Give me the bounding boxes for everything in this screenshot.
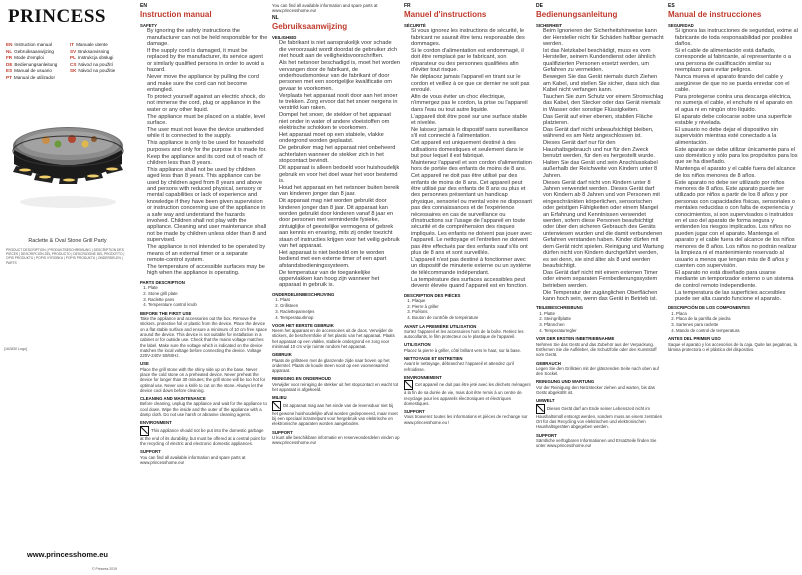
section-title: VEILIGHEID: [272, 35, 297, 41]
safety-item: • Het apparaat is niet bedoeld om te worden bediend met een externe timer of een apart afstandsbedieningssysteem.: [279, 250, 400, 269]
language-item[interactable]: DE Bedienungsanleitung: [6, 61, 58, 67]
paragraph: Placez la pierre à griller, côté brillant vers le haut, sur la base.: [404, 347, 522, 353]
safety-item: • Die Temperatur der zugänglichen Oberflächen kann hoch sein, wenn das Gerät in Betrieb ist.: [543, 290, 664, 303]
language-item[interactable]: EN Instruction manual: [6, 42, 52, 47]
part-item: 1. Placa: [676, 311, 798, 316]
safety-item: • Das Gerät darf nicht mit einem externen Timer oder einem separaten Fernbedienungssystem betrieben werden.: [543, 270, 664, 289]
part-item: 1. Plate: [148, 285, 268, 290]
safety-item: • Si el cable de alimentación está dañado, corresponde al fabricante, al representante o a una persona de cualificación similar su reemplazo para evitar peligros.: [675, 48, 798, 74]
safety-item: • The user must not leave the device unattended while it is connected to the supply.: [147, 127, 268, 140]
section-title: SÉCURITÉ: [404, 23, 426, 28]
safety-item: • This appliance is only to be used for household purposes and only for the purpose it is made for.: [147, 140, 268, 153]
section-title: MILIEU: [272, 395, 287, 401]
paragraph: You can find all available information and spare parts at www.princesshome.eu!: [140, 454, 246, 465]
safety-item: • El aparato debe colocarse sobre una superficie estable y nivelada.: [675, 114, 798, 127]
safety-item: • Als het netsnoer beschadigd is, moet het worden vervangen door de fabrikant, de onderhoudsmonteur van de fabrikant of door personen met een soortgelijke kwalificatie om gevaar te voorkomen.: [279, 60, 400, 92]
safety-list: [404, 28, 532, 289]
section-title: USE: [140, 361, 149, 367]
part-item: 3. Poêlons: [412, 309, 532, 314]
language-item[interactable]: ES Manual de usuario: [6, 68, 52, 74]
manual-column-es: [668, 3, 798, 571]
section-title: ANTES DEL PRIMER USO: [668, 336, 721, 342]
safety-item: • Verplaats het apparaat nooit door aan het snoer te trekken. Zorg ervoor dat het snoer nergens in verstrikt kan raken.: [279, 93, 400, 112]
section-title: GEBRUIK: [272, 352, 292, 358]
safety-item: • Dit apparaat mag niet worden gebruikt door kinderen jonger dan 8 jaar. Dit apparaat kan worden gebruikt door kinderen vanaf 8 jaar en door personen met verminderde fysieke, zintuiglijke of geestelijke vermogens of gebrek aan kennis en ervaring, mits zij onder toezicht staan of instructies krijgen voor het veilig gebruik van het apparaat.: [279, 198, 400, 249]
section-title: TEILEBESCHREIBUNG: [536, 305, 584, 311]
section-title: NETTOYAGE ET ENTRETIEN: [404, 356, 463, 362]
manual-heading: Bedienungsanleitung: [536, 10, 618, 19]
language-code: ES: [668, 3, 675, 9]
manual-column-en: [140, 3, 268, 571]
paragraph: Vous trouverez toutes les informations et pièces de rechange sur www.princesshome.eu !: [404, 414, 528, 425]
language-item[interactable]: IT Manuale utente: [70, 42, 108, 47]
safety-item: • El usuario no debe dejar el dispositivo sin supervisión mientras esté conectado a la alimentación.: [675, 127, 798, 146]
safety-item: • Beim Ignorieren der Sicherheitshinweise kann der Hersteller nicht für Schäden haftbar gemacht werden.: [543, 28, 664, 47]
parts-list: [140, 285, 268, 308]
section-title: SUPPORT: [272, 429, 293, 435]
recycle-bin-icon: [272, 401, 281, 411]
part-item: 2. Grillsteen: [280, 303, 400, 308]
paragraph: Sortez l'appareil et les accessoires hors de la boîte. Retirez les autocollants, le film protecteur ou le plastique de l'appareil.: [404, 328, 524, 340]
paragraph: Place the grill stone with the shiny side up on the base. Never place the cold stone on a preheated device. Never preheat the device for longer than 30 minutes; the grill stone will be too hot for optimal use. Never use a knife to cut on the stone. Always let the device cool down before cleaning.: [140, 366, 266, 393]
paragraph: Nehmen Sie das Gerät und das Zubehör aus der Verpackung. Entfernen Sie die Aufkleber, die Schutzfolie oder den Kunststoff vom Gerät.: [536, 341, 657, 358]
language-list: [6, 42, 134, 82]
part-item: 3. Raclette pans: [148, 297, 268, 302]
safety-item: • Ne déplacez jamais l'appareil en tirant sur le cordon et veillez à ce que ce dernier ne soit pas enroulé.: [411, 74, 532, 93]
safety-item: • Si le cordon d'alimentation est endommagé, il doit être remplacé par le fabricant, son réparateur ou des personnes qualifiées afin d'éviter tout risque.: [411, 48, 532, 74]
parts-list: [536, 311, 664, 334]
safety-item: • L'appareil n'est pas destiné à fonctionner avec un dispositif de minuterie externe ou un système de télécommande indépendant.: [411, 257, 532, 276]
safety-list: [668, 28, 798, 302]
paragraph: Before cleaning, unplug the appliance and wait for the appliance to cool down. Wipe the inside and the outer of the appliance with a damp cloth. Do not use harsh or abrasive cleaning agents.: [140, 401, 267, 418]
paragraph: Verwijder voor reiniging de stekker uit het stopcontact en wacht tot het apparaat is afgekoeld.: [272, 381, 399, 393]
manual-heading: Manual de instrucciones: [668, 10, 762, 19]
safety-item: • Keep the appliance and its cord out of reach of children less than 8 years.: [147, 154, 268, 167]
section-title: UMWELT: [536, 398, 555, 404]
safety-list: [536, 28, 664, 302]
part-item: 4. Mando de control de temperatura: [676, 328, 798, 333]
safety-item: • Dit apparaat is alleen bedoeld voor huishoudelijk gebruik en voor het doel waar het voor bestemd is.: [279, 165, 400, 184]
part-item: 2. Pierre à griller: [412, 304, 532, 309]
copyright-date: © Princess 2019: [92, 567, 117, 571]
safety-list: [140, 28, 268, 276]
part-item: 4. Temperatuurknop: [280, 315, 400, 320]
part-item: 4. Bouton de contrôle de température: [412, 315, 532, 320]
safety-item: • Dompel het snoer, de stekker of het apparaat niet onder in water of andere vloeistoffen om elektrische schokken te voorkomen.: [279, 112, 400, 131]
part-item: 1. Plaque: [412, 298, 532, 303]
safety-item: • Halten Sie das Gerät und sein Anschlusskabel außerhalb der Reichweite von Kindern unter 8 Jahren.: [543, 160, 664, 179]
section-title: UTILISATION: [404, 342, 431, 348]
section-title: SAFETY: [140, 23, 157, 28]
recycle-bin-icon: [140, 426, 149, 436]
safety-item: • Mantenga el aparato y el cable fuera del alcance de los niños menores de 8 años.: [675, 166, 798, 179]
safety-item: • Dieses Gerät darf nur für den Haushaltsgebrauch und nur für den Zweck benutzt werden, für den es hergestellt wurde.: [543, 140, 664, 159]
paragraph: Saque el aparato y los accesorios de la caja. Quite las pegatinas, la lámina protectora o el plástico del dispositivo.: [668, 341, 797, 352]
part-item: 2. Placa de la parrilla de piedra: [676, 316, 798, 321]
parts-list: [272, 297, 400, 320]
paragraph: Dieses Gerät darf am Ende seiner Lebenszeit nicht im Haushaltsmüll entsorgt werden, sondern muss an einem zentralen Ort für das Recycling von elektrischen und elektronischen Haushaltsgeräten abgegeben werden.: [536, 404, 664, 430]
section-title: ONDERDELENBESCHRIJVING: [272, 291, 335, 297]
section-title: DESCRIPTION DES PIÈCES: [404, 292, 461, 298]
paragraph: You can find all available information and spare parts at www.princesshome.eu!: [272, 3, 378, 14]
cover-column: [0, 0, 135, 575]
safety-item: • Para protegerse contra una descarga eléctrica, no sumerja el cable, el enchufe ni el aparato en el agua ni en ningún otro líquido.: [675, 94, 798, 113]
brand-logo: PRINCESS: [8, 6, 106, 27]
part-item: 3. Sartenes para raclette: [676, 322, 798, 327]
part-item: 4. Temperature control knob: [148, 302, 268, 307]
safety-item: • De gebruiker mag het apparaat niet onbeheerd achterlaten wanneer de stekker zich in het stopcontact bevindt.: [279, 145, 400, 164]
language-item[interactable]: SV Bruksanvisning: [70, 48, 110, 54]
section-title: PARTS DESCRIPTION: [140, 279, 185, 285]
paragraph: Sämtliche verfügbaren Informationen und Ersatzteile finden Sie unter www.princesshome.eu!: [536, 437, 657, 449]
safety-list: [272, 40, 400, 288]
section-title: ENVIRONMENT: [140, 420, 172, 426]
website-link[interactable]: www.princesshome.eu: [27, 550, 108, 559]
language-item[interactable]: PL Instrukcja obsługi: [70, 55, 114, 61]
safety-item: • L'appareil doit être posé sur une surface stable et nivelée.: [411, 114, 532, 127]
safety-item: • De temperatuur van de toegankelijke oppervlakken kan hoog zijn wanneer het apparaat in gebruik is.: [279, 270, 400, 289]
section-title: BEFORE THE FIRST USE: [140, 310, 192, 316]
safety-item: • Si vous ignorez les instructions de sécurité, le fabricant ne saurait être tenu responsable des dommages.: [411, 28, 532, 47]
safety-item: • Este aparato no debe ser utilizado por niños menores de 8 años. Este aparato puede ser utilizado por niños a partir de los 8 años y por personas con capacidades físicas, sensoriales o mentales reducidas o con falta de experiencia y conocimientos, si son supervisados o instruidos en el uso del aparato de forma segura y entienden los riesgos implicados. Los niños no pueden jugar con el aparato. Mantenga el aparato y el cable fuera del alcance de los niños menores de 8 años. Los niños no podrán realizar la limpieza ni el mantenimiento reservado al usuario a menos que tengan más de 8 años y cuenten con supervisión.: [675, 180, 798, 270]
paragraph: Plaats de grillsteen met de glanzende zijde naar boven op het onderstel. Plaats de koude steen nooit op een voorverwarmd apparaat.: [272, 357, 390, 374]
safety-item: • La température des surfaces accessibles peut devenir élevée quand l'appareil est en fonction.: [411, 277, 532, 290]
language-code: FR: [404, 3, 411, 9]
section-title: ENVIRONNEMENT: [404, 374, 442, 380]
section-title: SUPPORT: [140, 449, 161, 455]
product-photo: [6, 102, 130, 232]
section-title: REINIGUNG UND WARTUNG: [536, 379, 595, 385]
paragraph: Cet appareil ne doit pas être jeté avec les déchets ménagers à la fin de sa durée de vie, mais doit être remis à un centre de recyclage pour les appareils électroniques et électriques domestiques.: [404, 380, 532, 406]
safety-item: • Cet appareil est uniquement destiné à des utilisations domestiques et seulement dans le but pour lequel il est fabriqué.: [411, 140, 532, 159]
language-code: DE: [536, 3, 543, 9]
safety-item: • If the supply cord is damaged, it must be replaced by the manufacturer, its service agent or similarly qualified persons in order to avoid a hazard.: [147, 48, 268, 74]
paragraph: Neem het apparaat en de accessoires uit de doos. Verwijder de stickers, de beschermfolie of het plastic van het apparaat. Plaats het apparaat op een vlakke, stabiele ondergrond en zorg voor minimaal 10 cm vrije ruimte rondom het apparaat.: [272, 328, 395, 349]
safety-item: • Tauchen Sie zum Schutz vor einem Stromschlag das Kabel, den Stecker oder das Gerät niemals in Wasser oder sonstige Flüssigkeiten.: [543, 94, 664, 113]
safety-item: • Houd het apparaat en het netsnoer buiten bereik van kinderen jonger dan 8 jaar.: [279, 185, 400, 198]
safety-item: • Afin de vous éviter un choc électrique, n'immergez pas le cordon, la prise ou l'appareil dans l'eau ou tout autre liquide.: [411, 94, 532, 113]
safety-item: • La temperatura de las superficies accesibles puede ser alta cuando funcione el aparato.: [675, 290, 798, 303]
safety-item: • Ist das Netzkabel beschädigt, muss es vom Hersteller, seinem Kundendienst oder ähnlich qualifizierten Personen ersetzt werden, um Gefahren zu vermeiden.: [543, 48, 664, 74]
type-reference: PRODUCT DESCRIPTION | PRODUKTBESCHREIBUNG | DESCRIPTION DES PIÈCES | DESCRIPCIÓN DEL PRODUCTO | DESCRIZIONE DEL PRODOTTO | OPIS PRODUKTU | POPIS VÝROBKU | POPIS PRODUKTU | ONDERDELEN | PARTS: [6, 248, 125, 265]
paragraph: Take the appliance and accessories out the box. Remove the stickers, protective foil or plastic from the device. Place the device on a flat stable surface and ensure a minimum of 10 cm free space around the device. This device is not suitable for installation in a cabinet or for outside use. Check that the mains voltage matches the label. Make sure the voltage which is indicated on the device matches the local voltage before connecting the device. Voltage 220V-240V 50/60Hz.: [140, 316, 268, 359]
section-title: SEGURIDAD: [668, 23, 694, 28]
safety-item: • Nunca mueva el aparato tirando del cable y asegúrese de que no se pueda enredar con el cable.: [675, 74, 798, 93]
safety-item: • Maintenez l'appareil et son cordon d'alimentation hors de portée des enfants de moins de 8 ans.: [411, 160, 532, 173]
recycle-bin-icon: [404, 380, 413, 390]
paragraph: Vor der Reinigung den Netzstecker ziehen und warten, bis das Gerät abgekühlt ist.: [536, 384, 655, 396]
safety-item: • Das Gerät darf nicht unbeaufsichtigt bleiben, während es am Netz angeschlossen ist.: [543, 127, 664, 140]
section-title: CLEANING AND MAINTENANCE: [140, 396, 206, 402]
safety-item: • This appliance shall not be used by children aged less than 8 years. This appliance can be used by children aged from 8 years and above and persons with reduced physical, sensory or mental capabilities or lack of experience and knowledge if they have been given supervision or instruction concerning use of the appliance in a safe way and understand the hazards involved. Children shall not play with the appliance. Cleaning and user maintenance shall not be made by children unless older than 8 and supervised.: [147, 167, 268, 244]
safety-item: • El aparato no está diseñado para usarse mediante un temporizador externo o un sistema de control remoto independiente.: [675, 270, 798, 289]
side-reference: [162830 Logo]: [4, 347, 27, 351]
language-item[interactable]: PT Manual de utilizador: [6, 74, 55, 80]
paragraph: This appliance should not be put into the domestic garbage at the end of its durability, but must be offered at a central point for the recycling of electric and electronic domestic appliances.: [140, 426, 268, 447]
part-item: 2. Steingrillplatte: [544, 316, 664, 321]
manual-column-fr: [404, 3, 532, 571]
language-item[interactable]: SK Návod na použitie: [70, 68, 116, 74]
parts-list: [404, 298, 532, 321]
safety-item: • Si ignora las instrucciones de seguridad, exime al fabricante de toda responsabilidad por posibles daños.: [675, 28, 798, 47]
manual-column-de: [536, 3, 664, 571]
section-title: DESCRIPCIÓN DE LOS COMPONENTES: [668, 305, 750, 311]
language-code: NL: [272, 15, 279, 22]
recycle-bin-icon: [536, 404, 545, 414]
language-item[interactable]: NL Gebruiksaanwijzing: [6, 48, 54, 54]
section-title: AVANT LA PREMIÈRE UTILISATION: [404, 323, 477, 329]
part-item: 1. Plaat: [280, 297, 400, 302]
section-title: SUPPORT: [536, 432, 557, 438]
part-item: 1. Platte: [544, 311, 664, 316]
product-title: Raclette & Oval Stone Grill Party: [28, 238, 107, 244]
section-title: VOOR HET EERSTE GEBRUIK: [272, 322, 334, 328]
safety-item: • Das Gerät auf einer ebenen, stabilen Fläche platzieren.: [543, 114, 664, 127]
language-item[interactable]: FR Mode d'emploi: [6, 55, 44, 61]
language-item[interactable]: [70, 75, 134, 82]
language-item[interactable]: CS Návod na použití: [70, 61, 113, 67]
safety-item: • Never move the appliance by pulling the cord and make sure the cord can not become entangled.: [147, 74, 268, 93]
safety-item: • By ignoring the safety instructions the manufacturer can not be held responsible for the damage.: [147, 28, 268, 47]
safety-item: • To protect yourself against an electric shock, do not immerse the cord, plug or appliance in the water or any other liquid.: [147, 94, 268, 113]
section-title: REINIGING EN ONDERHOUD: [272, 376, 331, 382]
safety-item: • The temperature of accessible surfaces may be high when the appliance is operating.: [147, 264, 268, 277]
section-title: SICHERHEIT: [536, 23, 563, 28]
paragraph: U kunt alle beschikbare informatie en reserveonderdelen vinden op www.princesshome.eu!: [272, 434, 400, 446]
part-item: 4. Temperaturregler: [544, 328, 664, 333]
part-item: 3. Raclettepannetjes: [280, 309, 400, 314]
safety-item: • The appliance must be placed on a stable, level surface.: [147, 114, 268, 127]
safety-item: • Cet appareil ne doit pas être utilisé par des enfants de moins de 8 ans. Cet appareil peut être utilisé par des enfants de 8 ans ou plus et des personnes présentant un handicap physique, sensoriel ou mental voire ne disposant pas des connaissances et de l'expérience nécessaires en cas de surveillance ou d'instructions sur l'usage de l'appareil en toute sécurité et de compréhension des risques impliqués. Les enfants ne doivent pas jouer avec l'appareil. Le nettoyage et l'entretien ne doivent pas être effectués par des enfants sauf s'ils ont plus de 8 ans et sont surveillés.: [411, 173, 532, 256]
safety-item: • The appliance is not intended to be operated by means of an external timer or a separate remote-control system.: [147, 244, 268, 263]
section-title: VOR DER ERSTEN INBETRIEBNAHME: [536, 336, 615, 342]
paragraph: Avant le nettoyage, débranchez l'appareil et attendez qu'il refroidisse.: [404, 361, 514, 372]
language-code: EN: [140, 3, 147, 9]
part-item: 2. Stone grill plate: [148, 291, 268, 296]
parts-list: [668, 311, 798, 334]
manual-heading: Manuel d'instructions: [404, 10, 487, 19]
safety-item: • Dieses Gerät darf nicht von Kindern unter 8 Jahren verwendet werden. Dieses Gerät darf von Kindern ab 8 Jahren und von Personen mit eingeschränkten körperlichen, sensorischen oder geistigen Fähigkeiten oder einem Mangel an Erfahrung und Kenntnissen verwendet werden, sofern diese Personen beaufsichtigt oder über den sicheren Gebrauch des Geräts unterwiesen wurden und die damit verbundenen Gefahren verstanden haben. Kinder dürfen mit dem Gerät nicht spielen. Reinigung und Wartung dürfen nicht von Kindern durchgeführt werden, es sei denn, sie sind älter als 8 und werden beaufsichtigt.: [543, 180, 664, 270]
paragraph: Legen Sie den Grillstein mit der glänzenden Seite nach oben auf den Sockel.: [536, 365, 659, 377]
safety-item: • Ne laissez jamais le dispositif sans surveillance s'il est connecté à l'alimentation.: [411, 127, 532, 140]
manual-column-nl: [272, 3, 400, 571]
section-title: SUPPORT: [404, 409, 425, 415]
paragraph: Dit apparaat mag aan het einde van de levensduur niet bij het gewone huishoudelijke afval worden gedeponeerd, maar moet bij een speciaal inzamelpunt voor hergebruik van elektrische en elektronische apparaten worden aangeboden.: [272, 401, 400, 427]
section-title: GEBRAUCH: [536, 360, 561, 366]
part-item: 3. Pfännchen: [544, 322, 664, 327]
safety-item: • De fabrikant is niet aansprakelijk voor schade die veroorzaakt wordt doordat de gebruiker zich niet houdt aan de veiligheidsvoorschriften.: [279, 40, 400, 59]
manual-heading: Gebruiksaanwijzing: [272, 22, 348, 32]
manual-heading: Instruction manual: [140, 10, 212, 19]
safety-item: • Este aparato se debe utilizar únicamente para el uso doméstico y sólo para los propósitos para los que se ha diseñado.: [675, 147, 798, 166]
safety-item: • Bewegen Sie das Gerät niemals durch Ziehen am Kabel, und stellen Sie sicher, dass sich das Kabel nicht verfangen kann.: [543, 74, 664, 93]
safety-item: • Het apparaat moet op een stabiele, vlakke ondergrond worden geplaatst.: [279, 132, 400, 145]
